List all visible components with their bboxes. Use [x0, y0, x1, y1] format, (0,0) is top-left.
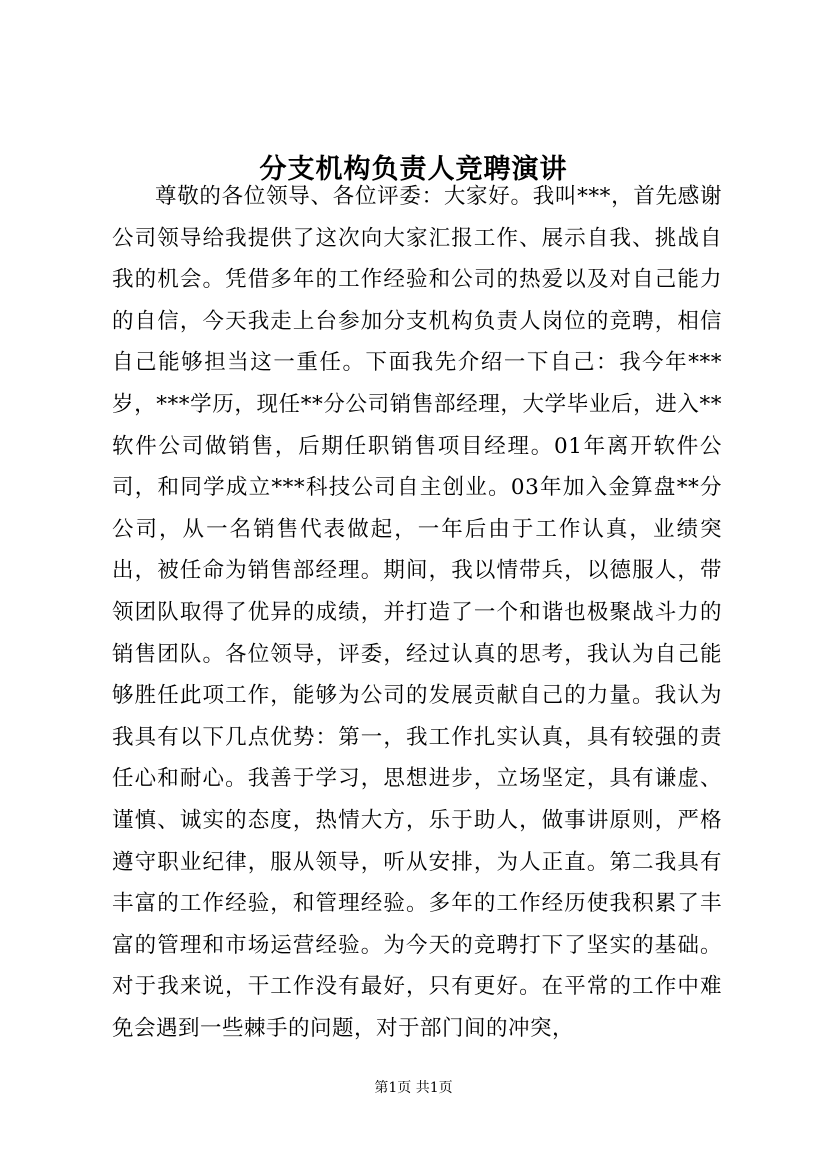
document-title: 分支机构负责人竞聘演讲 — [259, 154, 568, 185]
speech-body-paragraph: 尊敬的各位领导、各位评委：大家好。我叫***，首先感谢公司领导给我提供了这次向大家汇报工作、展示自我、挑战自我的机会。凭借多年的工作经验和公司的热爱以及对自己能力的自信，今天我走上台参加分支机构负责人岗位的竞聘，相信自己能够担当这一重任。下面我先介绍一下自己：我今年***岁，***学历，现任**分公司销售部经理，大学毕业后，进入**软件公司做销售，后期任职销售项目经理。01年离开软件公司，和同学成立***科技公司自主创业。03年加入金算盘**分公司，从一名销售代表做起，一年后由于工作认真，业绩突出，被任命为销售部经理。期间，我以情带兵，以德服人，带领团队取得了优异的成绩，并打造了一个和谐也极聚战斗力的销售团队。各位领导，评委，经过认真的思考，我认为自己能够胜任此项工作，能够为公司的发展贡献自己的力量。我认为我具有以下几点优势：第一，我工作扎实认真，具有较强的责任心和耐心。我善于学习，思想进步，立场坚定，具有谦虚、谨慎、诚实的态度，热情大方，乐于助人，做事讲原则，严格遵守职业纪律，服从领导，听从安排，为人正直。第二我具有丰富的工作经验，和管理经验。多年的工作经历使我积累了丰富的管理和市场运营经验。为今天的竞聘打下了坚实的基础。对于我来说，干工作没有最好，只有更好。在平常的工作中难免会遇到一些棘手的问题，对于部门间的冲突， — [112, 184, 722, 1041]
page-number-footer: 第1页 共1页 — [374, 1080, 453, 1096]
